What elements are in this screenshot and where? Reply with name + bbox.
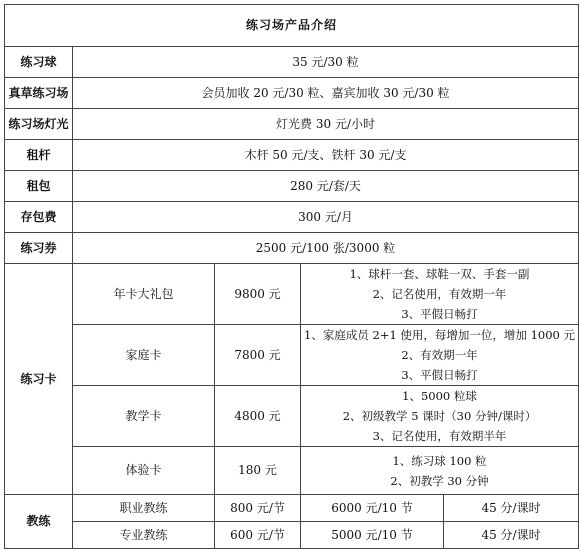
row-label-vouchers: 练习券 bbox=[5, 233, 73, 264]
card-note: 2、初教学 30 分钟 bbox=[390, 473, 489, 488]
table-row bbox=[5, 109, 579, 140]
card-row bbox=[5, 386, 579, 447]
table-row bbox=[5, 202, 579, 233]
coach-duration: 45 分/课时 bbox=[444, 495, 579, 522]
card-note: 3、平假日畅打 bbox=[401, 307, 478, 321]
card-note: 2、初级教学 5 课时（30 分钟/课时） bbox=[342, 409, 537, 423]
row-value-vouchers: 2500 元/100 张/3000 粒 bbox=[73, 233, 579, 264]
row-value-real-grass: 会员加收 20 元/30 粒、嘉宾加收 30 元/30 粒 bbox=[73, 78, 579, 109]
card-note: 1、5000 粒球 bbox=[402, 389, 477, 403]
card-price: 9800 元 bbox=[215, 264, 301, 325]
coach-package: 5000 元/10 节 bbox=[301, 522, 444, 549]
row-label-bag-storage: 存包费 bbox=[5, 202, 73, 233]
card-notes bbox=[301, 264, 579, 325]
cards-section-label: 练习卡 bbox=[5, 264, 73, 495]
card-note: 2、有效期一年 bbox=[401, 348, 478, 362]
card-name: 体验卡 bbox=[73, 447, 215, 495]
card-note: 3、平假日畅打 bbox=[401, 368, 478, 382]
coach-row bbox=[5, 495, 579, 522]
row-label-club-rental: 租杆 bbox=[5, 140, 73, 171]
card-name: 年卡大礼包 bbox=[73, 264, 215, 325]
card-note: 1、家庭成员 2+1 使用，每增加一位，增加 1000 元 bbox=[304, 328, 576, 342]
product-table bbox=[4, 4, 579, 549]
card-name: 家庭卡 bbox=[73, 325, 215, 386]
table-row bbox=[5, 47, 579, 78]
row-value-club-rental: 木杆 50 元/支、铁杆 30 元/支 bbox=[73, 140, 579, 171]
coach-name: 专业教练 bbox=[73, 522, 215, 549]
card-price: 4800 元 bbox=[215, 386, 301, 447]
card-note: 3、记名使用，有效期半年 bbox=[372, 429, 507, 443]
coach-name: 职业教练 bbox=[73, 495, 215, 522]
coach-row bbox=[5, 522, 579, 549]
row-label-lighting: 练习场灯光 bbox=[5, 109, 73, 140]
card-notes bbox=[301, 386, 579, 447]
row-value-lighting: 灯光费 30 元/小时 bbox=[73, 109, 579, 140]
coach-per-lesson: 600 元/节 bbox=[215, 522, 301, 549]
card-row bbox=[5, 447, 579, 495]
card-price: 7800 元 bbox=[215, 325, 301, 386]
row-label-real-grass: 真草练习场 bbox=[5, 78, 73, 109]
card-note: 2、记名使用，有效期一年 bbox=[372, 287, 507, 301]
card-row bbox=[5, 264, 579, 325]
coach-package: 6000 元/10 节 bbox=[301, 495, 444, 522]
title-row bbox=[5, 5, 579, 47]
coach-duration: 45 分/课时 bbox=[444, 522, 579, 549]
table-row bbox=[5, 233, 579, 264]
card-price: 180 元 bbox=[215, 447, 301, 495]
table-row bbox=[5, 140, 579, 171]
card-note: 1、球杆一套、球鞋一双、手套一副 bbox=[349, 267, 530, 281]
table-row bbox=[5, 171, 579, 202]
card-note: 1、练习球 100 粒 bbox=[392, 453, 487, 468]
card-name: 教学卡 bbox=[73, 386, 215, 447]
row-value-bag-rental: 280 元/套/天 bbox=[73, 171, 579, 202]
card-notes bbox=[301, 447, 579, 495]
table-row bbox=[5, 78, 579, 109]
row-value-practice-balls: 35 元/30 粒 bbox=[73, 47, 579, 78]
page-title: 练习场产品介绍 bbox=[5, 5, 579, 47]
card-row bbox=[5, 325, 579, 386]
card-notes bbox=[301, 325, 579, 386]
row-label-practice-balls: 练习球 bbox=[5, 47, 73, 78]
row-label-bag-rental: 租包 bbox=[5, 171, 73, 202]
coaches-section-label: 教练 bbox=[5, 495, 73, 549]
row-value-bag-storage: 300 元/月 bbox=[73, 202, 579, 233]
coach-per-lesson: 800 元/节 bbox=[215, 495, 301, 522]
